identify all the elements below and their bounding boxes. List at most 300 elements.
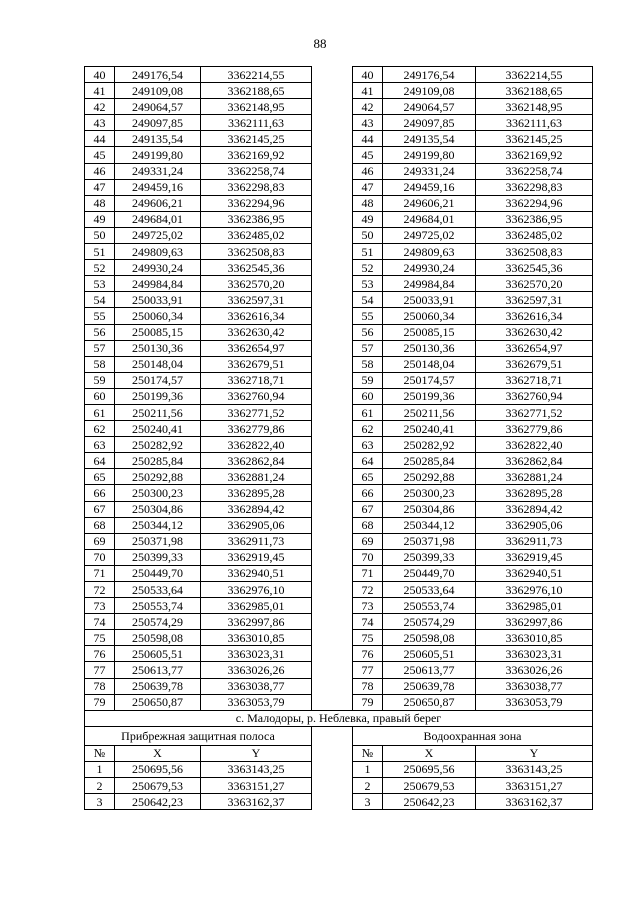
column-gap — [312, 308, 353, 324]
left-point-number: 48 — [85, 195, 115, 211]
column-gap — [312, 421, 353, 437]
right-x-coordinate: 249684,01 — [383, 211, 476, 227]
left-y-coordinate: 3362919,45 — [201, 549, 312, 565]
table-row — [85, 292, 593, 308]
right-point-number: 43 — [353, 115, 383, 131]
left-point-number: 2 — [85, 778, 115, 794]
table-row — [85, 501, 593, 517]
table-row — [85, 227, 593, 243]
left-y-coordinate: 3362214,55 — [201, 67, 312, 83]
right-y-coordinate: 3362940,51 — [476, 565, 593, 581]
left-y-coordinate: 3362630,42 — [201, 324, 312, 340]
column-gap — [312, 614, 353, 630]
left-point-number: 46 — [85, 163, 115, 179]
left-x-coordinate: 250695,56 — [115, 761, 201, 777]
left-x-coordinate: 249809,63 — [115, 244, 201, 260]
left-x-coordinate: 250304,86 — [115, 501, 201, 517]
column-gap — [312, 598, 353, 614]
left-y-coordinate: 3362298,83 — [201, 179, 312, 195]
column-gap — [312, 67, 353, 83]
left-point-number: 51 — [85, 244, 115, 260]
table-row — [85, 694, 593, 710]
right-x-coordinate: 250060,34 — [383, 308, 476, 324]
left-point-number: 53 — [85, 276, 115, 292]
column-gap — [312, 778, 353, 794]
right-x-coordinate: 250211,56 — [383, 404, 476, 420]
right-point-number: 1 — [353, 761, 383, 777]
left-x-coordinate: 249109,08 — [115, 83, 201, 99]
column-gap — [312, 726, 353, 745]
left-x-coordinate: 249064,57 — [115, 99, 201, 115]
left-y-coordinate: 3362779,86 — [201, 421, 312, 437]
left-point-number: 52 — [85, 260, 115, 276]
right-point-number: 76 — [353, 646, 383, 662]
column-gap — [312, 115, 353, 131]
left-y-coordinate: 3362679,51 — [201, 356, 312, 372]
left-y-coordinate: 3363010,85 — [201, 630, 312, 646]
left-x-coordinate: 250639,78 — [115, 678, 201, 694]
left-x-coordinate: 250598,08 — [115, 630, 201, 646]
table-row — [85, 582, 593, 598]
right-x-coordinate: 250033,91 — [383, 292, 476, 308]
table-row — [85, 421, 593, 437]
right-y-coordinate: 3363143,25 — [476, 761, 593, 777]
right-x-coordinate: 249097,85 — [383, 115, 476, 131]
table-row — [85, 99, 593, 115]
column-gap — [312, 340, 353, 356]
left-header-x: X — [115, 745, 201, 761]
table-row — [85, 646, 593, 662]
right-point-number: 77 — [353, 662, 383, 678]
left-y-coordinate: 3362148,95 — [201, 99, 312, 115]
table-row — [85, 485, 593, 501]
left-point-number: 58 — [85, 356, 115, 372]
left-x-coordinate: 250344,12 — [115, 517, 201, 533]
right-y-coordinate: 3362145,25 — [476, 131, 593, 147]
left-y-coordinate: 3362597,31 — [201, 292, 312, 308]
right-x-coordinate: 250605,51 — [383, 646, 476, 662]
column-gap — [312, 244, 353, 260]
right-x-coordinate: 249606,21 — [383, 195, 476, 211]
left-y-coordinate: 3362976,10 — [201, 582, 312, 598]
left-y-coordinate: 3362616,34 — [201, 308, 312, 324]
left-point-number: 54 — [85, 292, 115, 308]
right-y-coordinate: 3362779,86 — [476, 421, 593, 437]
right-y-coordinate: 3362976,10 — [476, 582, 593, 598]
left-x-coordinate: 250574,29 — [115, 614, 201, 630]
left-point-number: 77 — [85, 662, 115, 678]
left-point-number: 50 — [85, 227, 115, 243]
column-gap — [312, 761, 353, 777]
left-point-number: 78 — [85, 678, 115, 694]
left-x-coordinate: 250282,92 — [115, 437, 201, 453]
left-point-number: 3 — [85, 794, 115, 810]
left-y-coordinate: 3362895,28 — [201, 485, 312, 501]
left-y-coordinate: 3362386,95 — [201, 211, 312, 227]
right-y-coordinate: 3362718,71 — [476, 372, 593, 388]
right-point-number: 45 — [353, 147, 383, 163]
right-y-coordinate: 3362997,86 — [476, 614, 593, 630]
left-point-number: 41 — [85, 83, 115, 99]
coordinates-table — [84, 66, 593, 810]
left-y-coordinate: 3362169,92 — [201, 147, 312, 163]
column-gap — [312, 404, 353, 420]
right-x-coordinate: 250085,15 — [383, 324, 476, 340]
right-y-coordinate: 3362911,73 — [476, 533, 593, 549]
right-point-number: 57 — [353, 340, 383, 356]
column-gap — [312, 694, 353, 710]
right-y-coordinate: 3363162,37 — [476, 794, 593, 810]
section-table-row — [85, 778, 593, 794]
right-x-coordinate: 250282,92 — [383, 437, 476, 453]
table-row — [85, 276, 593, 292]
column-gap — [312, 147, 353, 163]
right-y-coordinate: 3362894,42 — [476, 501, 593, 517]
right-zone-title: Водоохранная зона — [353, 726, 593, 745]
right-x-coordinate: 249135,54 — [383, 131, 476, 147]
section-table-row — [85, 761, 593, 777]
right-y-coordinate: 3362760,94 — [476, 388, 593, 404]
right-x-coordinate: 250613,77 — [383, 662, 476, 678]
left-point-number: 64 — [85, 453, 115, 469]
left-point-number: 57 — [85, 340, 115, 356]
table-row — [85, 453, 593, 469]
left-header-n: № — [85, 745, 115, 761]
left-point-number: 43 — [85, 115, 115, 131]
table-row — [85, 437, 593, 453]
column-gap — [312, 453, 353, 469]
left-x-coordinate: 250148,04 — [115, 356, 201, 372]
left-point-number: 68 — [85, 517, 115, 533]
right-point-number: 53 — [353, 276, 383, 292]
right-point-number: 73 — [353, 598, 383, 614]
right-y-coordinate: 3362570,20 — [476, 276, 593, 292]
left-point-number: 42 — [85, 99, 115, 115]
right-point-number: 47 — [353, 179, 383, 195]
left-point-number: 76 — [85, 646, 115, 662]
right-y-coordinate: 3363010,85 — [476, 630, 593, 646]
right-y-coordinate: 3362771,52 — [476, 404, 593, 420]
right-y-coordinate: 3362679,51 — [476, 356, 593, 372]
right-y-coordinate: 3362169,92 — [476, 147, 593, 163]
right-point-number: 64 — [353, 453, 383, 469]
right-point-number: 41 — [353, 83, 383, 99]
table-row — [85, 260, 593, 276]
left-x-coordinate: 250033,91 — [115, 292, 201, 308]
table-row — [85, 115, 593, 131]
left-y-coordinate: 3362881,24 — [201, 469, 312, 485]
table-row — [85, 179, 593, 195]
left-point-number: 61 — [85, 404, 115, 420]
left-y-coordinate: 3362570,20 — [201, 276, 312, 292]
right-y-coordinate: 3362258,74 — [476, 163, 593, 179]
right-point-number: 40 — [353, 67, 383, 83]
left-x-coordinate: 250553,74 — [115, 598, 201, 614]
left-x-coordinate: 250300,23 — [115, 485, 201, 501]
left-y-coordinate: 3363023,31 — [201, 646, 312, 662]
right-point-number: 52 — [353, 260, 383, 276]
right-x-coordinate: 249199,80 — [383, 147, 476, 163]
right-x-coordinate: 250292,88 — [383, 469, 476, 485]
table-row — [85, 469, 593, 485]
right-x-coordinate: 250449,70 — [383, 565, 476, 581]
right-y-coordinate: 3362386,95 — [476, 211, 593, 227]
table-row — [85, 533, 593, 549]
left-x-coordinate: 250605,51 — [115, 646, 201, 662]
left-y-coordinate: 3362940,51 — [201, 565, 312, 581]
left-y-coordinate: 3362111,63 — [201, 115, 312, 131]
right-y-coordinate: 3362508,83 — [476, 244, 593, 260]
right-x-coordinate: 250639,78 — [383, 678, 476, 694]
right-x-coordinate: 250695,56 — [383, 761, 476, 777]
left-x-coordinate: 249725,02 — [115, 227, 201, 243]
left-y-coordinate: 3363143,25 — [201, 761, 312, 777]
left-point-number: 56 — [85, 324, 115, 340]
right-point-number: 60 — [353, 388, 383, 404]
right-y-coordinate: 3362905,06 — [476, 517, 593, 533]
right-point-number: 49 — [353, 211, 383, 227]
right-x-coordinate: 249109,08 — [383, 83, 476, 99]
right-header-n: № — [353, 745, 383, 761]
left-x-coordinate: 250533,64 — [115, 582, 201, 598]
left-y-coordinate: 3362771,52 — [201, 404, 312, 420]
right-x-coordinate: 249176,54 — [383, 67, 476, 83]
right-point-number: 46 — [353, 163, 383, 179]
right-y-coordinate: 3362895,28 — [476, 485, 593, 501]
right-x-coordinate: 250344,12 — [383, 517, 476, 533]
left-x-coordinate: 250399,33 — [115, 549, 201, 565]
right-header-y: Y — [476, 745, 593, 761]
right-x-coordinate: 250199,36 — [383, 388, 476, 404]
right-point-number: 74 — [353, 614, 383, 630]
column-gap — [312, 195, 353, 211]
column-gap — [312, 630, 353, 646]
right-point-number: 79 — [353, 694, 383, 710]
left-y-coordinate: 3363038,77 — [201, 678, 312, 694]
left-x-coordinate: 249331,24 — [115, 163, 201, 179]
left-x-coordinate: 250174,57 — [115, 372, 201, 388]
right-point-number: 56 — [353, 324, 383, 340]
column-gap — [312, 646, 353, 662]
left-point-number: 70 — [85, 549, 115, 565]
column-gap — [312, 469, 353, 485]
table-row — [85, 356, 593, 372]
right-y-coordinate: 3363151,27 — [476, 778, 593, 794]
left-x-coordinate: 249684,01 — [115, 211, 201, 227]
table-row — [85, 83, 593, 99]
column-gap — [312, 745, 353, 761]
left-x-coordinate: 250285,84 — [115, 453, 201, 469]
left-x-coordinate: 250679,53 — [115, 778, 201, 794]
table-row — [85, 324, 593, 340]
right-point-number: 71 — [353, 565, 383, 581]
section-title: с. Малодоры, р. Неблевка, правый берег — [85, 710, 593, 726]
column-gap — [312, 372, 353, 388]
right-x-coordinate: 250240,41 — [383, 421, 476, 437]
right-x-coordinate: 249930,24 — [383, 260, 476, 276]
table-row — [85, 195, 593, 211]
left-x-coordinate: 250642,23 — [115, 794, 201, 810]
right-y-coordinate: 3362985,01 — [476, 598, 593, 614]
left-y-coordinate: 3362760,94 — [201, 388, 312, 404]
left-point-number: 55 — [85, 308, 115, 324]
column-gap — [312, 83, 353, 99]
table-row — [85, 147, 593, 163]
column-gap — [312, 549, 353, 565]
left-y-coordinate: 3362911,73 — [201, 533, 312, 549]
left-x-coordinate: 249097,85 — [115, 115, 201, 131]
right-y-coordinate: 3362148,95 — [476, 99, 593, 115]
right-point-number: 67 — [353, 501, 383, 517]
right-point-number: 72 — [353, 582, 383, 598]
left-point-number: 67 — [85, 501, 115, 517]
left-y-coordinate: 3362654,97 — [201, 340, 312, 356]
left-point-number: 69 — [85, 533, 115, 549]
left-y-coordinate: 3362997,86 — [201, 614, 312, 630]
right-x-coordinate: 250598,08 — [383, 630, 476, 646]
left-x-coordinate: 250130,36 — [115, 340, 201, 356]
column-gap — [312, 437, 353, 453]
left-x-coordinate: 250650,87 — [115, 694, 201, 710]
column-gap — [312, 517, 353, 533]
section-table-row — [85, 794, 593, 810]
right-point-number: 69 — [353, 533, 383, 549]
left-x-coordinate: 249176,54 — [115, 67, 201, 83]
right-y-coordinate: 3362545,36 — [476, 260, 593, 276]
left-y-coordinate: 3362508,83 — [201, 244, 312, 260]
right-y-coordinate: 3362919,45 — [476, 549, 593, 565]
left-x-coordinate: 249199,80 — [115, 147, 201, 163]
right-x-coordinate: 250148,04 — [383, 356, 476, 372]
right-x-coordinate: 250553,74 — [383, 598, 476, 614]
right-point-number: 65 — [353, 469, 383, 485]
right-x-coordinate: 250399,33 — [383, 549, 476, 565]
left-point-number: 63 — [85, 437, 115, 453]
right-point-number: 42 — [353, 99, 383, 115]
right-point-number: 54 — [353, 292, 383, 308]
column-gap — [312, 99, 353, 115]
table-row — [85, 244, 593, 260]
left-x-coordinate: 250371,98 — [115, 533, 201, 549]
right-point-number: 59 — [353, 372, 383, 388]
right-x-coordinate: 250533,64 — [383, 582, 476, 598]
right-x-coordinate: 249809,63 — [383, 244, 476, 260]
right-x-coordinate: 249064,57 — [383, 99, 476, 115]
table-row — [85, 131, 593, 147]
left-x-coordinate: 250060,34 — [115, 308, 201, 324]
column-gap — [312, 356, 353, 372]
right-header-x: X — [383, 745, 476, 761]
right-x-coordinate: 250574,29 — [383, 614, 476, 630]
right-y-coordinate: 3362616,34 — [476, 308, 593, 324]
right-point-number: 51 — [353, 244, 383, 260]
table-row — [85, 517, 593, 533]
left-y-coordinate: 3362718,71 — [201, 372, 312, 388]
right-y-coordinate: 3362294,96 — [476, 195, 593, 211]
right-point-number: 78 — [353, 678, 383, 694]
right-x-coordinate: 250130,36 — [383, 340, 476, 356]
left-y-coordinate: 3362545,36 — [201, 260, 312, 276]
left-y-coordinate: 3362862,84 — [201, 453, 312, 469]
right-x-coordinate: 250650,87 — [383, 694, 476, 710]
left-y-coordinate: 3362294,96 — [201, 195, 312, 211]
table-row — [85, 67, 593, 83]
left-point-number: 73 — [85, 598, 115, 614]
left-point-number: 60 — [85, 388, 115, 404]
column-gap — [312, 276, 353, 292]
right-y-coordinate: 3362630,42 — [476, 324, 593, 340]
table-row — [85, 388, 593, 404]
right-x-coordinate: 250679,53 — [383, 778, 476, 794]
right-point-number: 68 — [353, 517, 383, 533]
column-gap — [312, 211, 353, 227]
right-y-coordinate: 3362862,84 — [476, 453, 593, 469]
right-x-coordinate: 250304,86 — [383, 501, 476, 517]
right-y-coordinate: 3363026,26 — [476, 662, 593, 678]
right-y-coordinate: 3362822,40 — [476, 437, 593, 453]
left-point-number: 45 — [85, 147, 115, 163]
left-x-coordinate: 250449,70 — [115, 565, 201, 581]
table-row — [85, 630, 593, 646]
right-y-coordinate: 3363038,77 — [476, 678, 593, 694]
left-zone-title: Прибрежная защитная полоса — [85, 726, 312, 745]
left-header-y: Y — [201, 745, 312, 761]
left-point-number: 71 — [85, 565, 115, 581]
table-row — [85, 340, 593, 356]
table-row — [85, 549, 593, 565]
left-point-number: 72 — [85, 582, 115, 598]
left-y-coordinate: 3362822,40 — [201, 437, 312, 453]
left-x-coordinate: 250085,15 — [115, 324, 201, 340]
left-y-coordinate: 3362894,42 — [201, 501, 312, 517]
left-x-coordinate: 250211,56 — [115, 404, 201, 420]
column-gap — [312, 533, 353, 549]
left-point-number: 40 — [85, 67, 115, 83]
right-point-number: 62 — [353, 421, 383, 437]
right-y-coordinate: 3362654,97 — [476, 340, 593, 356]
left-x-coordinate: 250292,88 — [115, 469, 201, 485]
right-y-coordinate: 3363023,31 — [476, 646, 593, 662]
right-y-coordinate: 3362214,55 — [476, 67, 593, 83]
column-gap — [312, 662, 353, 678]
left-point-number: 66 — [85, 485, 115, 501]
left-point-number: 62 — [85, 421, 115, 437]
left-x-coordinate: 249606,21 — [115, 195, 201, 211]
right-y-coordinate: 3362188,65 — [476, 83, 593, 99]
right-x-coordinate: 249331,24 — [383, 163, 476, 179]
column-gap — [312, 794, 353, 810]
right-x-coordinate: 250371,98 — [383, 533, 476, 549]
right-y-coordinate: 3362485,02 — [476, 227, 593, 243]
column-gap — [312, 163, 353, 179]
left-y-coordinate: 3362485,02 — [201, 227, 312, 243]
left-point-number: 49 — [85, 211, 115, 227]
right-y-coordinate: 3362881,24 — [476, 469, 593, 485]
left-y-coordinate: 3363026,26 — [201, 662, 312, 678]
left-y-coordinate: 3363053,79 — [201, 694, 312, 710]
table-row — [85, 308, 593, 324]
right-point-number: 55 — [353, 308, 383, 324]
left-y-coordinate: 3362985,01 — [201, 598, 312, 614]
right-point-number: 2 — [353, 778, 383, 794]
column-gap — [312, 582, 353, 598]
right-x-coordinate: 250285,84 — [383, 453, 476, 469]
table-row — [85, 163, 593, 179]
column-gap — [312, 388, 353, 404]
left-point-number: 75 — [85, 630, 115, 646]
left-point-number: 65 — [85, 469, 115, 485]
right-point-number: 66 — [353, 485, 383, 501]
